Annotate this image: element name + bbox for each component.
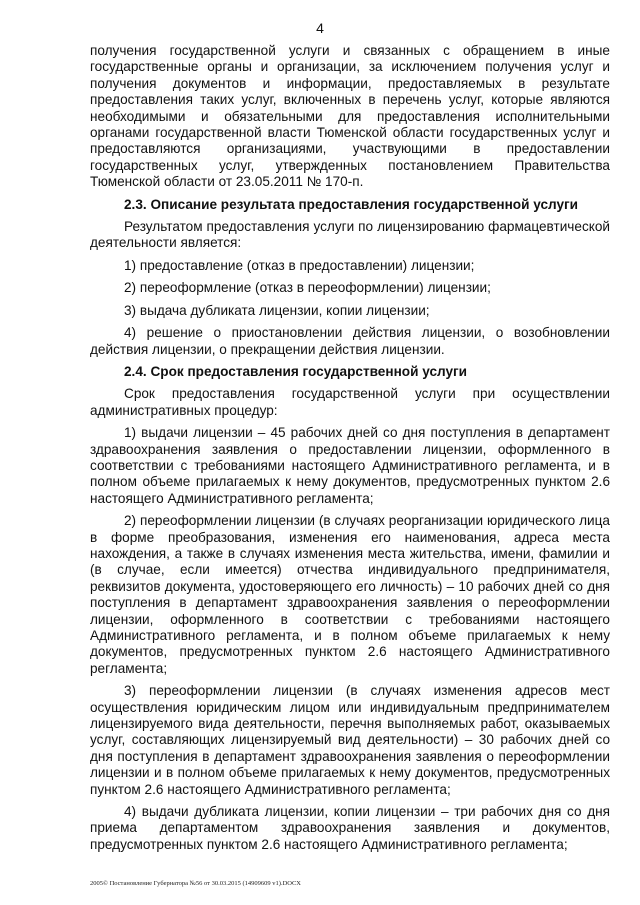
page-number: 4 [316, 20, 324, 36]
section-heading-2-3: 2.3. Описание результата предоставления государственной услуги [124, 196, 579, 212]
list-item: 4) выдачи дубликата лицензии, копии лицензии – три рабочих дня со дня приема департаментом здравоохранения заявления и документов, предусмотренных пунктом 2.6 настоящего Административного регламента; [90, 804, 610, 852]
document-footer: 2005© Постановление Губернатора №56 от 30.03.2015 (14909609 v1).DOCX [90, 880, 301, 887]
list-item: 1) выдачи лицензии – 45 рабочих дней со дня поступления в департамент здравоохранения заявления о предоставлении лицензии, оформленного в соответствии с требованиями настоящего Административного регламента, и в полном объеме прилагаемых к нему документов, предусмотренных пунктом 2.6 настоящего Административного регламента; [90, 425, 610, 506]
list-item: 2) переоформлении лицензии (в случаях реорганизации юридического лица в форме преобразования, изменения его наименования, адреса места нахождения, а также в случаях изменения места жительства, имени, фамилии и (в случае, если имеется) отчества индивидуального предпринимателя, реквизитов документа, удостоверяющего его личность) – 10 рабочих дней со дня поступления в департамент здравоохранения заявления о переоформлении лицензии, оформленного в соответствии с требованиями настоящего Административного регламента, и в полном объеме прилагаемых к нему документов, предусмотренных пунктом 2.6 настоящего Административного регламента; [90, 513, 610, 676]
document-body [90, 43, 610, 859]
paragraph: Срок предоставления государственной услуги при осуществлении административных процедур: [90, 386, 610, 418]
section-heading-2-4: 2.4. Срок предоставления государственной услуги [124, 363, 468, 379]
list-item: 1) предоставление (отказ в предоставлении) лицензии; [124, 257, 475, 273]
paragraph: Результатом предоставления услуги по лицензированию фармацевтической деятельности является: [90, 219, 610, 251]
list-item: 4) решение о приостановлении действия лицензии, о возобновлении действия лицензии, о прекращении действия лицензии. [90, 325, 610, 357]
list-item: 3) переоформлении лицензии (в случаях изменения адресов мест осуществления юридическим лицом или индивидуальным предпринимателем лицензируемого вида деятельности, перечня выполняемых работ, оказываемых услуг, составляющих лицензируемый вид деятельности) – 30 рабочих дней со дня поступления в департамент здравоохранения заявления о переоформлении лицензии и в полном объеме прилагаемых к нему документов, предусмотренных пунктом 2.6 настоящего Административного регламента; [90, 683, 610, 797]
list-item: 3) выдача дубликата лицензии, копии лицензии; [124, 302, 430, 318]
list-item: 2) переоформление (отказ в переоформлении) лицензии; [124, 280, 491, 296]
paragraph: получения государственной услуги и связанных с обращением в иные государственные органы и организации, за исключением получения услуг и получения документов и информации, предоставляемых в результате предоставления таких услуг, включенных в перечень услуг, которые являются необходимыми и обязательными для предоставления исполнительными органами государственной власти Тюменской области государственных услуг и предоставляются организациями, участвующими в предоставлении государственных услуг, утвержденных постановлением Правительства Тюменской области от 23.05.2011 № 170-п. [90, 43, 610, 190]
